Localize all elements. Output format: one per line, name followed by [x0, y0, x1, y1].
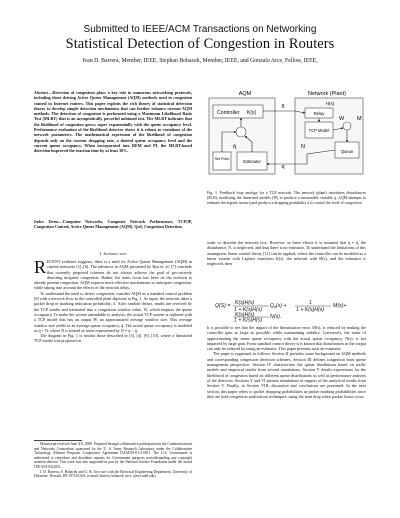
q-bar-symbol: q̄	[233, 144, 237, 150]
feedback-loop-figure	[207, 88, 366, 188]
right-paragraphs	[207, 325, 366, 399]
section-number: I.	[99, 251, 103, 256]
abstract	[34, 90, 192, 154]
network-label: Network (Plant)	[308, 91, 346, 97]
right-paragraph-3: The paper is organized as follows: Section II provides some background on AQM methods and corresponding congestion detection schemes. Section III defines congestion from queue management perspective. Section IV characterizes the queue distribution based on traffic models and empirical results from several simulations. Section V details expressions for the likelihood of congestion based on different queue distributions as well as performance analysis of the detectors. Sections V and VI present simulations in support of the analytical results from Section V. Finally, in Section VIII, discussion and conclusions are presented. In the next section, this paper refers to packet dropping probabilities as packet marking probabilities since they are both congestion notification techniques, using the term drop when packet losses occur.	[207, 351, 366, 399]
svg-text:1 + K(s)H(s): 1 + K(s)H(s)	[234, 317, 263, 322]
w-symbol: W	[339, 116, 345, 122]
footnote-paragraph-1: Manuscript received June XX, 2006. Prepared through collaborative participation in the Communications and Networks Consortium sponsored by the U. S. Army Research Laboratory under the Collaborative Technology Alliance Program, Cooperative Agreement DAAD19-01-2-0011. The U.S. Government is authorized to reproduce and distribute reprints for Government purposes notwithstanding any copyright notation thereon. This work was also supported in part by the National Science Foundation under the award ITR ANI-0312851.	[34, 442, 192, 469]
journal-header: Submitted to IEEE/ACM Transactions on Networking	[83, 24, 317, 35]
delay-label: Delay	[313, 111, 325, 116]
svg-text:1 + K(s)H(s): 1 + K(s)H(s)	[296, 307, 325, 313]
aqm-label: AQM	[238, 91, 252, 97]
svg-text:1 + K(s)H(s): 1 + K(s)H(s)	[234, 307, 263, 313]
svg-text:M(s)+: M(s)+	[333, 303, 347, 309]
transfer-equation	[207, 296, 366, 322]
disturbance-junction	[343, 122, 351, 130]
summing-junction	[236, 127, 246, 137]
set-point-label: Set Point	[214, 157, 230, 161]
index-terms	[34, 219, 192, 230]
svg-text:1: 1	[309, 300, 312, 306]
footnote-paragraph-2: I. D. Barrera, S. Bohacek and G. R. Arce are with the Electrical Engineering Department, University of Delaware, Newark, DE 19716 USA. (e-mail: barrera, bohacek, arce, @ece.udel.edu).	[34, 469, 192, 479]
m-symbol: M	[357, 116, 362, 122]
queue-label: Queue	[340, 149, 354, 154]
h-s-label: H(s)	[325, 101, 335, 106]
set-point-block	[213, 152, 231, 170]
abstract-text: —Detection of congestion plays a key role in numerous networking protocols, including those driving Active Queue Management (AQM) methods used in congestion control in Internet routers. This paper exploits the rich theory of statistical detection theory to develop simple detection mechanisms that can further enhance current AQM methods. The detection of congestion is performed using a Maximum Likelihood Ratio Test (MLRT) that is an asymptotically powerful unbiased test. The MLRT indicates that the likelihood of congestion grows super exponentially with the queue occupancy level. Performance evaluation of the likelihood detector shows it is robust to variations of the network parameters. The mathematical expression of the likelihood of congestion depends only on the current dropping rate, a desired queue occupancy level and the current queue occupancy. When incorporated into REM and PI, the MLRT-based detection improved the reaction time by at least 30%.	[34, 90, 192, 154]
svg-text:Q(S) =: Q(S) =	[215, 303, 231, 309]
index-terms-label: Index Terms	[34, 219, 59, 224]
intro-paragraph-2: To understand the need to detect congestion, consider AQM as a standard control problem [8] with a network flow as the controlled plant depicted in Fig. 1. As input, the network takes a packet drop or marking indication probability, δ. After random delays, marks are received by the TCP sender and translated into a congestion window value, W, which impacts the queue occupancy. To make the system amendable to analysis, the actual TCP system is replaced with a TCP model that has an output W̄, an approximated average window size. This average window size yields to an average queue occupancy, q̄. The actual queue occupancy is modeled as q̄ + N, where N is treated as noise represented by N = q − q̄.	[34, 290, 192, 333]
introduction-text	[34, 259, 192, 344]
controller-k-label: K(s)	[247, 110, 257, 116]
section-title: Introduction	[103, 251, 127, 256]
footnote	[34, 442, 192, 479]
intro-paragraph-3: The diagram in Fig. 1 is similar those described in [3], [4], [9], [10], where a linearized TCP model was proposed in	[34, 333, 192, 344]
abstract-label: Abstract	[34, 90, 49, 95]
section-heading	[34, 251, 192, 256]
tcp-model-label: TCP Model	[308, 128, 330, 133]
intro-paragraph-1: ECENT evidence suggests, there is a need for Active Queue Management (AQM) in current networks [1]–[6]. The advances in AQM presented by Ryu et. al. [7] conclude that currently proposed schemes do not always achieve the goal of pro-actively detecting incipient congestion. Rather, the main focus has been on the reaction to already present congestion. AQM requires more effective mechanisms to anticipate congestion, while taking into account the effects of the network delay.	[34, 259, 192, 291]
right-paragraph-2: It is possible to see that the impact of the linearization error, M(s), is reduced by making the controller gain as large as possible, while maintaining stability. Conversely, the noise of approximating the mean queue occupancy with the actual queue occupancy, N(s), is not impacted by large gain. From standard control theory it is known that disturbances in the output can only be reduced by using an estimator. This paper presents such an estimator.	[207, 325, 366, 352]
footnote-rule	[34, 440, 82, 441]
index-terms-text: —Computer Networks, Computer Network Performance, TCP/IP, Congestion Control, Active Queue Management (AQM), QoS, Congestion Detection.	[34, 219, 192, 230]
figure-caption: Fig. 1. Feedback loop analogy for a TCP network. The network (plant) introduces disturbances (M,N), modifying the linearized models (W̄) to produce a measurable variable q. AQM attempts to estimate the ergodic mean q̄ and produce a dropping probability δ to control the level of congestion.	[207, 191, 366, 205]
drop-cap: R	[34, 257, 47, 277]
estimator-label: Estimator	[243, 159, 261, 164]
delta-symbol: δ	[281, 104, 285, 110]
author-list: Ivan D. Barrera, Member, IEEE, Stephan Bohacek, Member, IEEE, and Gonzalo Arce, Fellow, IEEE,	[82, 58, 318, 64]
n-symbol: N	[301, 144, 305, 150]
svg-text:K(s)H(s): K(s)H(s)	[235, 312, 255, 318]
svg-text:N(s).: N(s).	[270, 314, 282, 320]
paper-title: Statistical Detection of Congestion in Routers	[65, 36, 335, 52]
right-paragraph-1: order to describe the network box. However, in these efforts it is assumed that q = q̄, the disturbance, N, is neglected, and thus there is no estimator. To understand the limitations of this assumption, linear control theory [11] can be applied, where the controller can be modeled as a linear system with Laplace transform K(s), the network with H(s), and the estimator is neglected, then	[207, 240, 366, 267]
controller-label: Controller	[217, 110, 240, 116]
svg-text:Qd(s) +: Qd(s) +	[270, 303, 287, 309]
q-symbol: q	[281, 164, 285, 170]
svg-text:K(s)H(s): K(s)H(s)	[235, 300, 255, 306]
